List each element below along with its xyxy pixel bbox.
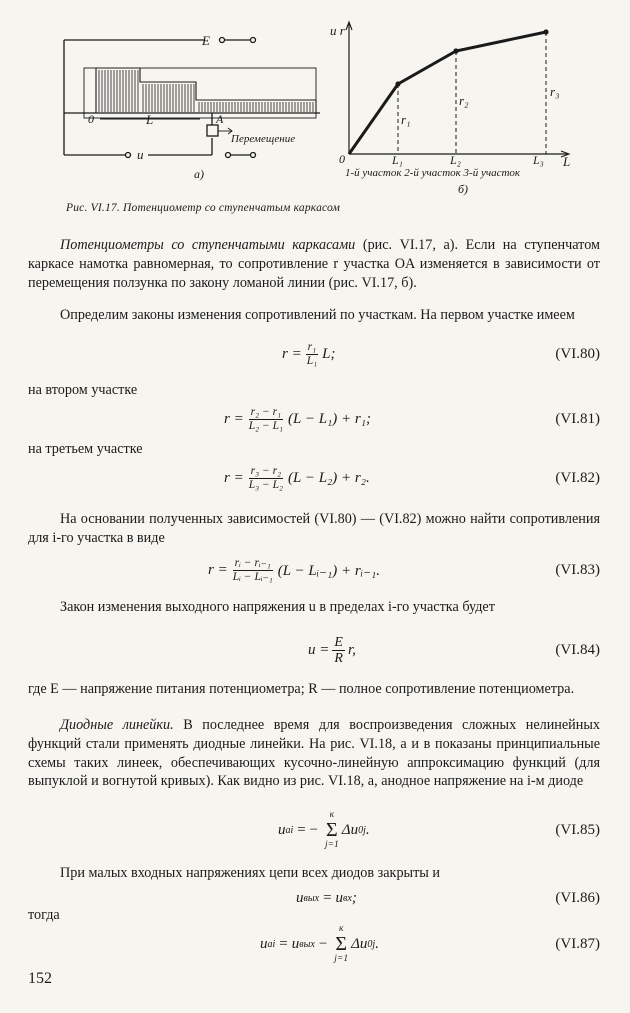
eq87-rhs: u xyxy=(291,935,300,952)
term-stepped-pot: Потенциометры со ступенчатыми каркасами xyxy=(60,237,356,253)
tick-L3: L₃ xyxy=(533,153,544,167)
eq87-rhs-sub: вых xyxy=(299,938,315,950)
origin-label: 0 xyxy=(339,152,345,166)
label-u: u xyxy=(137,147,144,162)
eq81-tail: (L − L₁) + r₁; xyxy=(288,410,371,427)
eq80-den: L₁ xyxy=(306,354,318,367)
page-number: 152 xyxy=(28,970,52,987)
axis-label-u-r: u r xyxy=(330,23,345,38)
eq83-lhs: r = xyxy=(208,561,228,578)
eq85-end: . xyxy=(365,821,370,838)
eq86-lhs-sub: вых xyxy=(303,892,320,904)
axis-label-L: L xyxy=(563,154,571,169)
eq85-tail: Δu xyxy=(341,821,359,838)
paragraph-7: где E — напряжение питания потенциометра; R — полное сопротивление потенциометра. xyxy=(28,681,575,697)
label-move: Перемещение xyxy=(231,133,296,145)
eq85-lhs: u xyxy=(278,821,286,838)
eq84-num: E xyxy=(334,634,343,650)
winding-hatch xyxy=(99,70,313,112)
paragraph-4: на третьем участке xyxy=(28,441,143,457)
eq85-number: (VI.85) xyxy=(555,822,600,838)
eq82-number: (VI.82) xyxy=(555,470,600,486)
eq82-lhs: r = xyxy=(224,469,244,486)
eq86-end: ; xyxy=(351,889,357,906)
label-r3: r₃ xyxy=(550,84,560,99)
eq87-mid: = xyxy=(279,935,288,952)
eq80-num: r₁ xyxy=(307,340,317,353)
paragraph-1 xyxy=(28,236,600,292)
eq87-lhs: u xyxy=(260,935,268,952)
eq81-lhs: r = xyxy=(224,410,244,427)
paragraph-8-text: В последнее время для воспроизведения сложных нелинейных функций стали применять диодные линейки. На рис. VI.18, а и в показаны принципиальные схемы таких линеек, обеспечивающих кусочно-линейную аппроксимацию функций (для выпуклой и вогнутой кривых). Как видно из рис. VI.18, а, анодное напряжение на i-м диоде xyxy=(28,717,600,790)
eq82-num: r₃ − r₂ xyxy=(250,464,282,477)
sub-b: б) xyxy=(458,182,469,196)
eq87-end: . xyxy=(375,935,379,952)
paragraph-8 xyxy=(28,716,600,791)
graph-points xyxy=(395,29,548,86)
graph-b xyxy=(346,22,569,157)
eq85-tail-sub: 0j xyxy=(358,824,366,836)
label-r2: r₂ xyxy=(459,93,469,108)
paragraph-1-text: (рис. VI.17, а). Если на ступенчатом каркасе намотка равномерная, то сопротивление r участка OA изменяется в зависимости от перемещения ползунка по закону ломаной линии (рис. VI.17, б). xyxy=(28,237,600,291)
paragraph-2: Определим законы изменения сопротивлений по участкам. На первом участке имеем xyxy=(60,307,575,323)
eq86-lhs: u xyxy=(296,889,304,906)
eq84-den: R xyxy=(334,650,343,666)
figure-caption: Рис. VI.17. Потенциометр со ступенчатым каркасом xyxy=(66,202,341,214)
label-A: A xyxy=(216,112,224,126)
eq86-rhs-sub: вх xyxy=(343,892,352,904)
eq83-tail: (L − Lᵢ₋₁) + rᵢ₋₁. xyxy=(277,562,380,579)
eq81-den: L₂ − L₁ xyxy=(248,419,284,432)
label-E: E xyxy=(202,33,210,48)
eq87-lhs-sub: ai xyxy=(267,938,276,950)
sub-a: а) xyxy=(194,167,204,181)
eq82-den: L₃ − L₂ xyxy=(248,478,284,491)
eq86-mid: = xyxy=(323,889,332,906)
equation-vi-85: u ai = − к Σ j=1 Δu 0j . (VI.85) xyxy=(278,810,600,850)
eq87-tail: Δu xyxy=(351,935,368,952)
eq86-number: (VI.86) xyxy=(555,890,600,906)
eq80-number: (VI.80) xyxy=(555,346,600,362)
tick-L2: L₂ xyxy=(450,153,461,167)
label-r1: r₁ xyxy=(401,112,411,127)
equation-vi-87: u ai = u вых − к Σ j=1 Δu 0j . (VI.87) xyxy=(260,924,600,964)
eq81-num: r₂ − r₁ xyxy=(250,405,282,418)
eq87-sum-top: к xyxy=(338,924,344,934)
eq83-den: Lᵢ − Lᵢ₋₁ xyxy=(232,570,273,583)
eq80-lhs: r = xyxy=(282,345,302,362)
paragraph-3: на втором участке xyxy=(28,382,138,398)
paragraph-9: При малых входных напряжениях цепи всех диодов закрыты и xyxy=(60,865,440,881)
eq82-tail: (L − L₂) + r₂. xyxy=(288,469,370,486)
equation-vi-80 xyxy=(28,336,600,372)
term-diode-lines: Диодные линейки. xyxy=(60,717,174,733)
section-labels: 1-й участок 2-й участок 3-й участок xyxy=(345,167,521,179)
eq83-number: (VI.83) xyxy=(555,562,600,578)
paragraph-5: На основании полученных зависимостей (VI.80) — (VI.82) можно найти сопротивления для i-го участка в виде xyxy=(28,511,600,546)
eq87-tail-sub: 0j xyxy=(367,938,376,950)
label-L: L xyxy=(146,112,154,127)
eq86-rhs: u xyxy=(335,889,344,906)
eq80-tail: L; xyxy=(322,345,336,362)
eq81-number: (VI.81) xyxy=(555,411,600,427)
label-0: 0 xyxy=(88,112,94,126)
equation-vi-82 xyxy=(28,460,600,496)
eq87-minus: − xyxy=(318,935,328,952)
eq87-number: (VI.87) xyxy=(555,936,600,952)
eq87-sum-bot: j=1 xyxy=(334,954,349,964)
eq85-sum-bot: j=1 xyxy=(324,840,339,850)
tick-L1: L₁ xyxy=(392,153,403,167)
equation-vi-83 xyxy=(28,552,600,588)
eq85-lhs-sub: ai xyxy=(285,824,294,836)
equation-vi-84 xyxy=(28,632,600,668)
paragraph-6: Закон изменения выходного напряжения u в пределах i-го участка будет xyxy=(60,599,495,615)
eq84-number: (VI.84) xyxy=(555,642,600,658)
eq85-sum-top: к xyxy=(329,810,335,820)
eq84-tail: r, xyxy=(347,641,356,658)
eq85-mid: = − xyxy=(297,821,318,838)
equation-vi-81 xyxy=(28,401,600,437)
paragraph-10: тогда xyxy=(28,907,60,923)
eq83-num: rᵢ − rᵢ₋₁ xyxy=(234,556,271,569)
eq84-lhs: u = xyxy=(308,641,330,658)
figure-vi-17 xyxy=(0,0,630,230)
